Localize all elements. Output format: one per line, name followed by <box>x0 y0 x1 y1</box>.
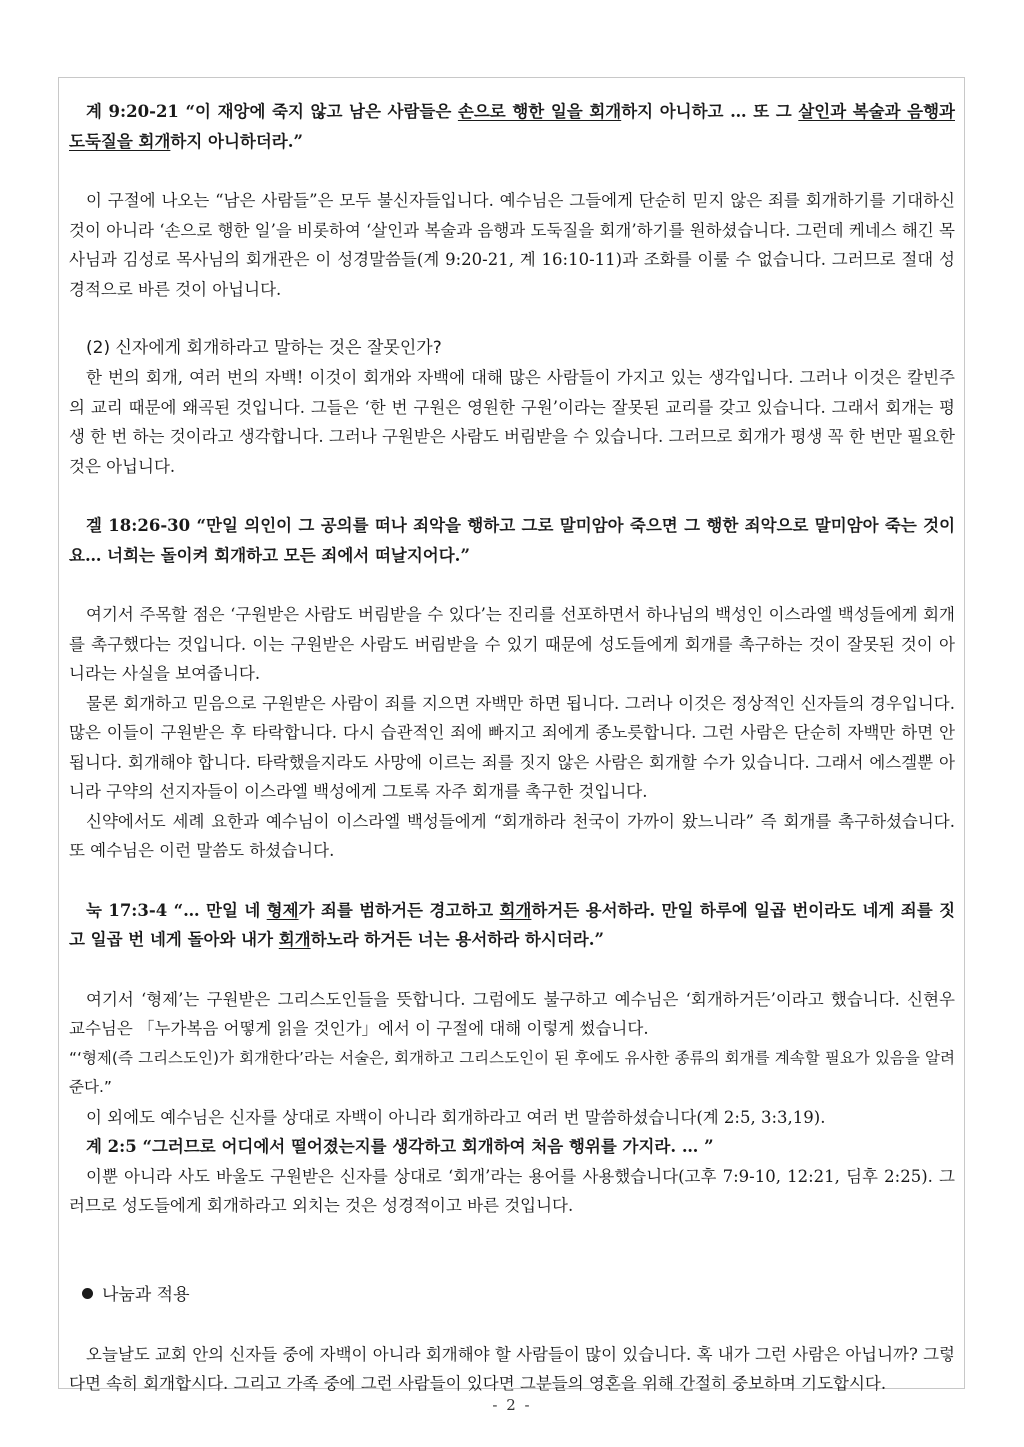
paragraph: 물론 회개하고 믿음으로 구원받은 사람이 죄를 지으면 자백만 하면 됩니다. 그러나 이것은 정상적인 신자들의 경우입니다. 많은 이들이 구원받은 후 타락합니다. 다시 습관적인 죄에 빠지고 죄에게 종노릇합니다. 그런 사람은 단순히 자백만 하면 안 됩니다. 회개해야 합니다. 타락했을지라도 사망에 이르는 죄를 짓지 않은 사람은 회개할 수가 있습니다. 그래서 에스겔뿐 아니라 구약의 선지자들이 이스라엘 백성에게 그토록 자주 회개를 촉구한 것입니다. <box>69 693 955 801</box>
underlined-phrase: 회개 <box>499 900 532 920</box>
sharing-heading: 나눔과 적용 <box>69 1281 955 1310</box>
scripture-ref: 계 9:20-21 <box>86 102 179 121</box>
underlined-phrase: 살인과 복술과 음행과 도둑질을 회개 <box>69 102 955 151</box>
paragraph: 오늘날도 교회 안의 신자들 중에 자백이 아니라 회개해야 할 사람들이 많이 있습니다. 혹 내가 그런 사람은 아닙니까? 그렇다면 속히 회개합시다. 그리고 가족 중에 그런 사람들이 있다면 그분들의 영혼을 위해 간절히 중보하며 기도합시다. <box>69 1344 955 1393</box>
page-number: - 2 - <box>492 1396 532 1414</box>
quoted-citation: “‘형제(즉 그리스도인)가 회개한다’라는 서술은, 회개하고 그리스도인이 된 후에도 유사한 종류의 회개를 계속할 필요가 있음을 알려준다.” <box>69 1048 955 1096</box>
scripture-ref: 계 2:5 <box>86 1137 137 1156</box>
paragraph: 여기서 주목할 점은 ‘구원받은 사람도 버림받을 수 있다’는 진리를 선포하면서 하나님의 백성인 이스라엘 백성들에게 회개를 촉구했다는 것입니다. 이는 구원받은 사람도 버림받을 수 있기 때문에 성도들에게 회개를 촉구하는 것이 잘못된 것이 아니라는 사실을 보여줍니다. <box>69 605 955 683</box>
paragraph: 이뿐 아니라 사도 바울도 구원받은 신자를 상대로 ‘회개’라는 용어를 사용했습니다(고후 7:9-10, 12:21, 딤후 2:25). 그러므로 성도들에게 회개하라고 외치는 것은 성경적이고 바른 것입니다. <box>69 1166 955 1215</box>
document-body <box>69 97 955 1399</box>
underlined-phrase: 회개 <box>278 930 311 949</box>
paragraph: 여기서 ‘형제’는 구원받은 그리스도인들을 뜻합니다. 그럼에도 불구하고 예수님은 ‘회개하거든’이라고 했습니다. 신현우 교수님은 「누가복음 어떻게 읽을 것인가」에서 이 구절에 대해 이렇게 썼습니다. <box>69 989 955 1038</box>
paragraph: 이 외에도 예수님은 신자를 상대로 자백이 아니라 회개하라고 여러 번 말씀하셨습니다(계 2:5, 3:3,19). <box>86 1107 826 1127</box>
scripture-ref: 겔 18:26-30 <box>86 516 191 535</box>
scripture-quote-rev-9: 계 9:20-21 “이 재앙에 죽지 않고 남은 사람들은 손으로 행한 일을 회개하지 아니하고 … 또 그 살인과 복술과 음행과 도둑질을 회개하지 아니하더라.” <box>69 102 955 151</box>
section-heading: (2) 신자에게 회개하라고 말하는 것은 잘못인가? <box>86 338 442 358</box>
underlined-phrase: 형제 <box>266 900 299 920</box>
scripture-quote-luke-17: 눅 17:3-4 “… 만일 네 형제가 죄를 범하거든 경고하고 회개하거든 용서하라. 만일 하루에 일곱 번이라도 네게 죄를 짓고 일곱 번 네게 돌아와 내가 회개하노라 하거든 너는 용서하라 하시더라.” <box>69 900 956 949</box>
paragraph: 한 번의 회개, 여러 번의 자백! 이것이 회개와 자백에 대해 많은 사람들이 가지고 있는 생각입니다. 그러나 이것은 칼빈주의 교리 때문에 왜곡된 것입니다. 그들은 ‘한 번 구원은 영원한 구원’이라는 잘못된 교리를 갖고 있습니다. 그래서 회개는 평생 한 번 하는 것이라고 생각합니다. 그러나 구원받은 사람도 버림받을 수 있습니다. 그러므로 회개가 평생 꼭 한 번만 필요한 것은 아닙니다. <box>69 368 955 476</box>
bullet-dot-icon <box>82 1288 93 1299</box>
scripture-ref: 눅 17:3-4 <box>86 900 168 920</box>
underlined-phrase: 손으로 행한 일을 회개 <box>457 102 622 121</box>
paragraph: 이 구절에 나오는 “남은 사람들”은 모두 불신자들입니다. 예수님은 그들에게 단순히 믿지 않은 죄를 회개하기를 기대하신 것이 아니라 ‘손으로 행한 일’을 비롯하여 ‘살인과 복술과 음행과 도둑질을 회개’하기를 원하셨습니다. 그런데 케네스 해긴 목사님과 김성로 목사님의 회개관은 이 성경말씀들(계 9:20-21, 계 16:10-11)과 조화를 이룰 수 없습니다. 그러므로 절대 성경적으로 바른 것이 아닙니다. <box>69 191 955 299</box>
scripture-quote-ezek-18: 겔 18:26-30 “만일 의인이 그 공의를 떠나 죄악을 행하고 그로 말미암아 죽으면 그 행한 죄악으로 말미암아 죽는 것이요… 너희는 돌이켜 회개하고 모든 죄에서 떠날지어다.” <box>69 516 956 565</box>
scripture-quote-rev-2: 계 2:5 “그러므로 어디에서 떨어졌는지를 생각하고 회개하여 처음 행위를 가지라. … ” <box>86 1137 714 1156</box>
paragraph: 신약에서도 세례 요한과 예수님이 이스라엘 백성들에게 “회개하라 천국이 가까이 왔느니라” 즉 회개를 촉구하셨습니다. 또 예수님은 이런 말씀도 하셨습니다. <box>69 811 955 860</box>
